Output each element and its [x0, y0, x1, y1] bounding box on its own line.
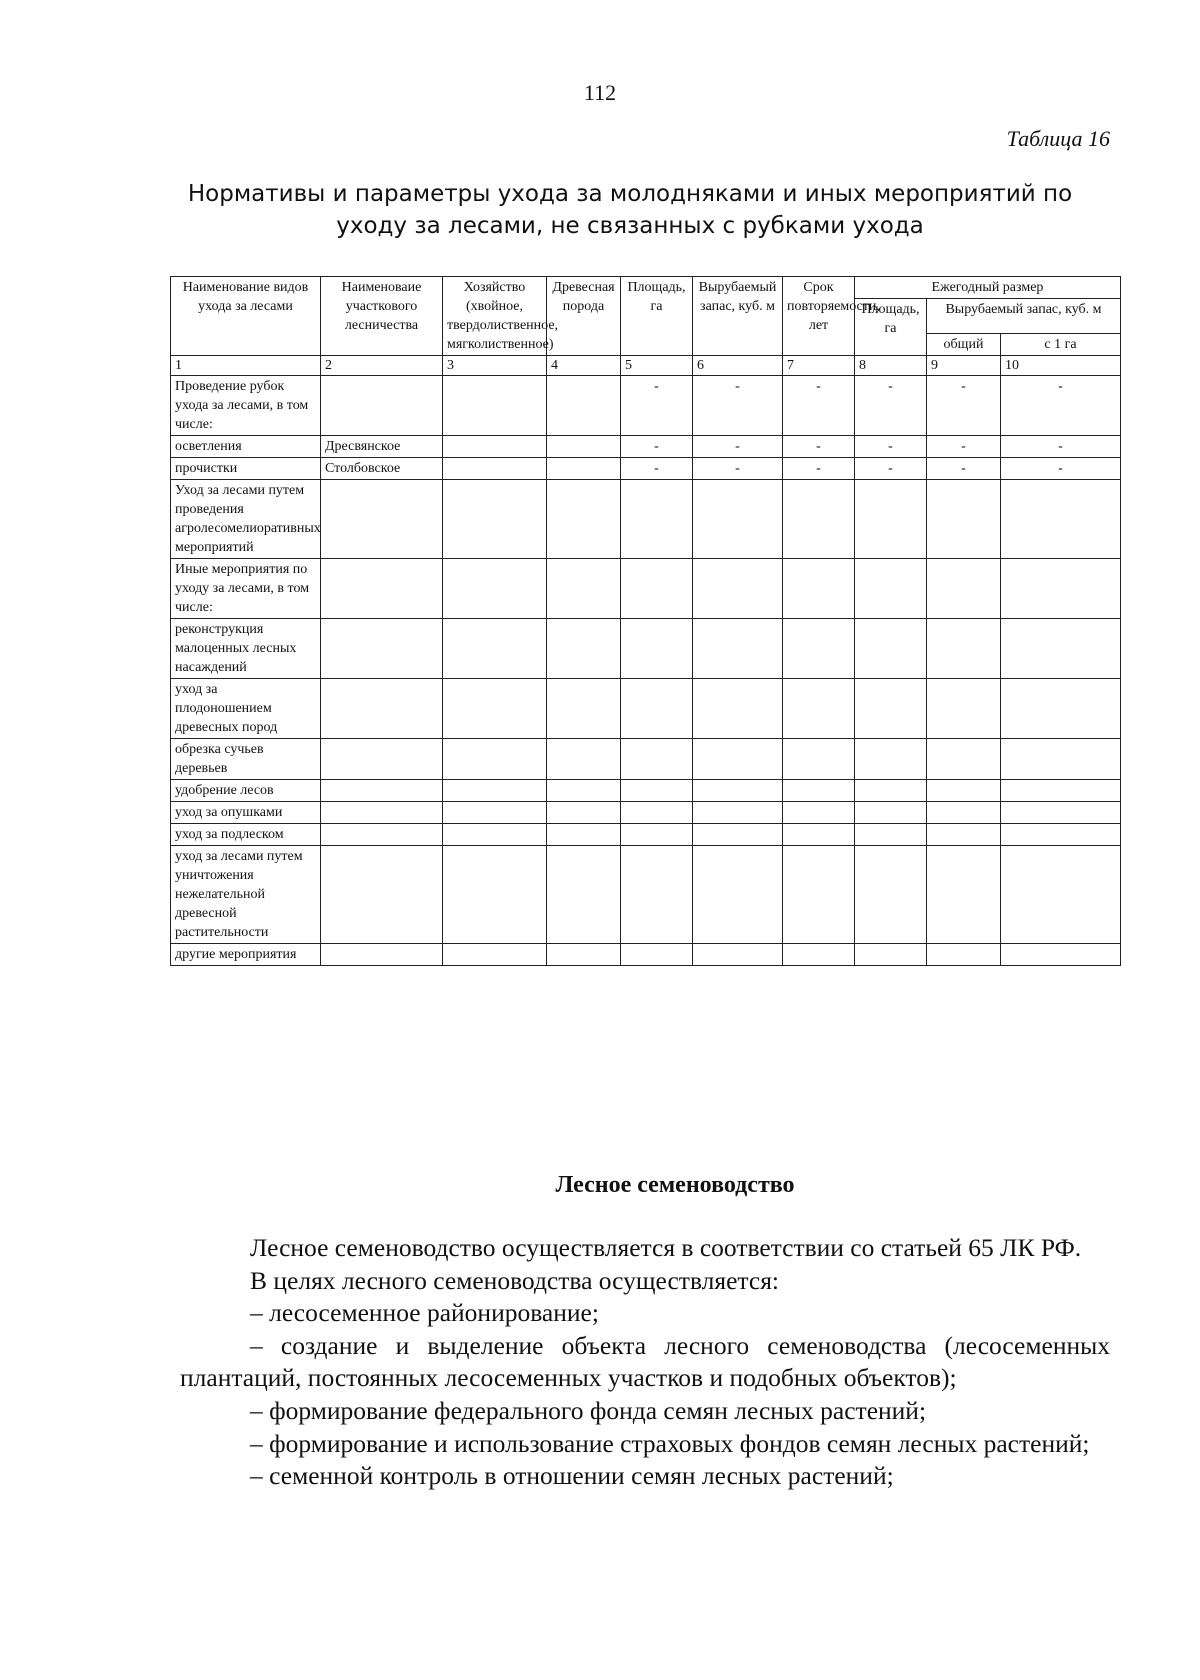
forestry-cell — [321, 846, 443, 944]
value-cell — [621, 802, 693, 824]
empty-cell — [547, 679, 621, 739]
value-cell: - — [693, 436, 783, 458]
page-number: 112 — [583, 80, 617, 105]
table-row — [171, 679, 1121, 739]
empty-cell — [547, 780, 621, 802]
value-cell — [783, 846, 855, 944]
value-cell — [855, 679, 927, 739]
header-species: Древесная порода — [547, 277, 621, 356]
header-economy: Хозяйство (хвойное, твердолиственное, мягколиственное) — [443, 277, 547, 356]
value-cell — [1001, 824, 1121, 846]
value-cell — [1001, 802, 1121, 824]
work-type-cell: Уход за лесами путем проведения агролесомелиоративных мероприятий — [171, 480, 321, 559]
value-cell — [1001, 780, 1121, 802]
forestry-cell — [321, 480, 443, 559]
value-cell: - — [855, 436, 927, 458]
value-cell: - — [783, 436, 855, 458]
table-row — [171, 376, 1121, 436]
table-label: Таблица 16 — [1006, 126, 1110, 151]
empty-cell — [443, 780, 547, 802]
value-cell — [693, 739, 783, 780]
value-cell — [1001, 679, 1121, 739]
column-number: 6 — [693, 356, 783, 376]
value-cell: - — [927, 376, 1001, 436]
value-cell — [693, 802, 783, 824]
work-type-cell: другие мероприятия — [171, 944, 321, 966]
work-type-cell: уход за опушками — [171, 802, 321, 824]
value-cell: - — [693, 376, 783, 436]
value-cell — [783, 559, 855, 619]
column-number: 3 — [443, 356, 547, 376]
table-row — [171, 458, 1121, 480]
value-cell — [693, 780, 783, 802]
value-cell — [621, 824, 693, 846]
value-cell — [621, 619, 693, 679]
value-cell — [855, 559, 927, 619]
value-cell — [621, 559, 693, 619]
header-volume-total: общий — [927, 334, 1001, 356]
value-cell — [783, 824, 855, 846]
empty-cell — [443, 559, 547, 619]
value-cell: - — [783, 376, 855, 436]
empty-cell — [443, 944, 547, 966]
empty-cell — [443, 376, 547, 436]
value-cell — [621, 480, 693, 559]
header-annual-size: Ежегодный размер — [855, 277, 1121, 299]
header-area: Площадь, га — [621, 277, 693, 356]
paragraph: – формирование и использование страховых фондов семян лесных растений; — [250, 1428, 1090, 1458]
value-cell — [927, 480, 1001, 559]
paragraph: – семенной контроль в отношении семян лесных растений; — [250, 1461, 894, 1491]
table-row — [171, 824, 1121, 846]
value-cell: - — [927, 458, 1001, 480]
empty-cell — [443, 824, 547, 846]
empty-cell — [547, 619, 621, 679]
paragraph: – лесосеменное районирование; — [250, 1298, 599, 1328]
value-cell — [927, 824, 1001, 846]
value-cell — [855, 846, 927, 944]
column-number: 2 — [321, 356, 443, 376]
empty-cell — [547, 944, 621, 966]
value-cell — [927, 780, 1001, 802]
value-cell — [855, 780, 927, 802]
forestry-cell — [321, 376, 443, 436]
forestry-cell — [321, 824, 443, 846]
value-cell — [855, 944, 927, 966]
value-cell — [783, 480, 855, 559]
work-type-cell: уход за лесами путем уничтожения нежелательной древесной растительности — [171, 846, 321, 944]
value-cell: - — [783, 458, 855, 480]
value-cell: - — [927, 436, 1001, 458]
forestry-cell — [321, 679, 443, 739]
table-row — [171, 619, 1121, 679]
value-cell — [855, 739, 927, 780]
value-cell: - — [855, 458, 927, 480]
value-cell: - — [693, 458, 783, 480]
paragraph: В целях лесного семеноводства осуществляется: — [250, 1265, 780, 1295]
value-cell — [693, 619, 783, 679]
paragraph: Лесное семеноводство осуществляется в соответствии со статьей 65 ЛК РФ. — [250, 1233, 1082, 1262]
value-cell — [855, 480, 927, 559]
table-row — [171, 846, 1121, 944]
value-cell — [1001, 846, 1121, 944]
value-cell — [855, 824, 927, 846]
forestry-cell — [321, 780, 443, 802]
value-cell — [927, 802, 1001, 824]
value-cell — [693, 559, 783, 619]
forestry-cell — [321, 944, 443, 966]
forestry-cell — [321, 739, 443, 780]
empty-cell — [443, 480, 547, 559]
value-cell — [927, 739, 1001, 780]
column-number-row — [171, 356, 1121, 376]
empty-cell — [547, 739, 621, 780]
value-cell — [621, 780, 693, 802]
work-type-cell: уход за подлеском — [171, 824, 321, 846]
value-cell — [621, 739, 693, 780]
column-number: 1 — [171, 356, 321, 376]
column-number: 5 — [621, 356, 693, 376]
value-cell — [621, 679, 693, 739]
column-number: 8 — [855, 356, 927, 376]
value-cell — [783, 679, 855, 739]
table-row — [171, 559, 1121, 619]
header-annual-volume: Вырубаемый запас, куб. м — [927, 299, 1121, 334]
value-cell: - — [855, 376, 927, 436]
header-forestry: Наименоваие участкового лесничества — [321, 277, 443, 356]
table-row — [171, 480, 1121, 559]
value-cell — [783, 780, 855, 802]
header-work-type: Наименование видов ухода за лесами — [171, 277, 321, 356]
value-cell — [783, 619, 855, 679]
table-row — [171, 780, 1121, 802]
empty-cell — [547, 376, 621, 436]
header-volume: Вырубаемый запас, куб. м — [693, 277, 783, 356]
value-cell — [693, 824, 783, 846]
forestry-cell: Столбовское — [321, 458, 443, 480]
value-cell — [1001, 739, 1121, 780]
body-text — [180, 1232, 1110, 1493]
column-number: 4 — [547, 356, 621, 376]
table-title-line-1: Нормативы и параметры ухода за молодняками и иных мероприятий по — [187, 181, 1073, 207]
empty-cell — [443, 802, 547, 824]
header-repeat-period: Срок повторяемости, лет — [783, 277, 855, 356]
work-type-cell: Проведение рубок ухода за лесами, в том числе: — [171, 376, 321, 436]
value-cell — [927, 559, 1001, 619]
empty-cell — [443, 619, 547, 679]
value-cell — [783, 802, 855, 824]
work-type-cell: уход за плодоношением древесных пород — [171, 679, 321, 739]
value-cell — [621, 944, 693, 966]
empty-cell — [443, 679, 547, 739]
value-cell — [1001, 480, 1121, 559]
table-row — [171, 436, 1121, 458]
empty-cell — [547, 436, 621, 458]
header-annual-area: Площадь, га — [855, 299, 927, 356]
value-cell — [927, 944, 1001, 966]
table-row — [171, 739, 1121, 780]
value-cell: - — [621, 436, 693, 458]
empty-cell — [443, 739, 547, 780]
empty-cell — [443, 846, 547, 944]
value-cell: - — [1001, 436, 1121, 458]
work-type-cell: обрезка сучьев деревьев — [171, 739, 321, 780]
paragraph: – формирование федерального фонда семян лесных растений; — [250, 1395, 927, 1425]
empty-cell — [547, 802, 621, 824]
table-row — [171, 802, 1121, 824]
value-cell — [783, 739, 855, 780]
empty-cell — [547, 824, 621, 846]
column-number: 10 — [1001, 356, 1121, 376]
value-cell — [783, 944, 855, 966]
empty-cell — [547, 458, 621, 480]
value-cell: - — [1001, 458, 1121, 480]
empty-cell — [547, 846, 621, 944]
value-cell — [693, 480, 783, 559]
header-volume-per-ha: с 1 га — [1001, 334, 1121, 356]
empty-cell — [547, 559, 621, 619]
value-cell — [693, 944, 783, 966]
value-cell — [1001, 559, 1121, 619]
table-title — [170, 178, 1090, 242]
column-number: 9 — [927, 356, 1001, 376]
forestry-cell — [321, 619, 443, 679]
empty-cell — [443, 436, 547, 458]
value-cell: - — [1001, 376, 1121, 436]
forestry-cell: Дресвянское — [321, 436, 443, 458]
table-body — [171, 356, 1121, 966]
forestry-cell — [321, 559, 443, 619]
value-cell — [855, 619, 927, 679]
work-type-cell: осветления — [171, 436, 321, 458]
value-cell: - — [621, 376, 693, 436]
value-cell — [621, 846, 693, 944]
value-cell — [693, 846, 783, 944]
section-heading: Лесное семеноводство — [555, 1172, 795, 1198]
value-cell — [927, 619, 1001, 679]
value-cell — [1001, 619, 1121, 679]
column-number: 7 — [783, 356, 855, 376]
value-cell — [855, 802, 927, 824]
empty-cell — [547, 480, 621, 559]
value-cell — [927, 846, 1001, 944]
table-title-line-2: уходу за лесами, не связанных с рубками ухода — [336, 213, 924, 239]
work-type-cell: прочистки — [171, 458, 321, 480]
forestry-cell — [321, 802, 443, 824]
paragraph: – создание и выделение объекта лесного семеноводства (лесосеменных плантаций, постоянных лесосеменных участков и подобных объектов); — [180, 1330, 1110, 1393]
work-type-cell: удобрение лесов — [171, 780, 321, 802]
value-cell — [1001, 944, 1121, 966]
value-cell — [693, 679, 783, 739]
value-cell: - — [621, 458, 693, 480]
work-type-cell: реконструкция малоценных лесных насаждений — [171, 619, 321, 679]
empty-cell — [443, 458, 547, 480]
norms-table — [170, 276, 1121, 966]
value-cell — [927, 679, 1001, 739]
work-type-cell: Иные мероприятия по уходу за лесами, в том числе: — [171, 559, 321, 619]
table-row — [171, 944, 1121, 966]
